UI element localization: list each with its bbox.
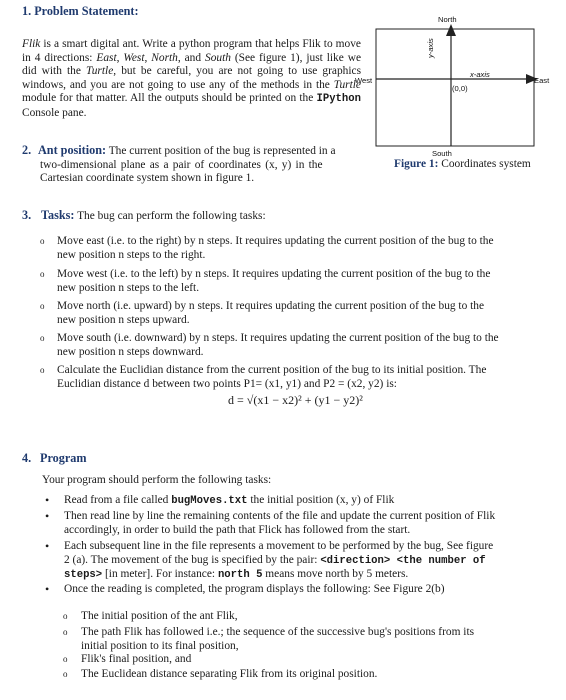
task-line: Move east (i.e. to the right) by n steps. It requires updating the current position of the bug to the bbox=[57, 235, 494, 247]
problem-text-run: Turtle bbox=[333, 78, 361, 91]
task-line: new position n steps upward. bbox=[57, 313, 190, 326]
task-item bbox=[57, 235, 533, 262]
ant-position-line-2: two-dimensional plane as a pair of coordinates (x, y) in the bbox=[40, 158, 323, 171]
task-item bbox=[57, 300, 533, 327]
sub-item bbox=[81, 653, 533, 667]
read-lines-line-2: accordingly, in order to build the path that Flick has followed from the start. bbox=[64, 523, 411, 536]
sub-bullet: o bbox=[63, 654, 68, 664]
sub-bullet: o bbox=[63, 669, 68, 679]
task-bullet: o bbox=[40, 365, 45, 375]
movements-line-3: [in meter]. For instance: bbox=[102, 568, 218, 581]
sub-line: Flik's final position, and bbox=[81, 653, 192, 665]
task-line: Calculate the Euclidian distance from the current position of the bug to its initial position. The bbox=[57, 364, 487, 376]
problem-statement-paragraph bbox=[22, 38, 361, 121]
section-3-intro: The bug can perform the following tasks: bbox=[74, 210, 266, 222]
problem-text-run: , bbox=[144, 51, 152, 64]
x-axis-label: x-axis bbox=[470, 70, 490, 79]
ant-position-line-3: Cartesian coordinate system shown in figure 1. bbox=[40, 172, 255, 185]
section-3-heading-row bbox=[22, 209, 266, 224]
movements-line-2: 2 (a). The movement of the bug is specified by the pair: bbox=[64, 553, 321, 566]
section-4-heading: Program bbox=[40, 451, 87, 465]
problem-text-run: IPython bbox=[316, 93, 361, 106]
sub-line: The Euclidean distance separating Flik from its original position. bbox=[81, 668, 378, 680]
problem-text-run: module for that matter. All the outputs should be printed on the bbox=[22, 92, 317, 105]
section-3-number: 3. bbox=[22, 208, 32, 222]
problem-text-run: North bbox=[151, 51, 178, 64]
sub-bullet: o bbox=[63, 611, 68, 621]
section-3-heading: Tasks: bbox=[41, 208, 75, 222]
section-4-heading-row bbox=[22, 452, 86, 467]
problem-text-run: , bbox=[116, 51, 124, 64]
sub-item bbox=[81, 626, 533, 653]
task-item bbox=[57, 268, 533, 295]
problem-text-run: , but be careful, you are not going to use graphics windows, and you are not going to use any of the methods in the bbox=[22, 65, 362, 91]
number-of-code: <the number of bbox=[390, 554, 486, 567]
program-task-read-lines bbox=[64, 510, 530, 537]
east-label: East bbox=[534, 76, 550, 85]
south-label: South bbox=[432, 149, 452, 158]
read-file-text-end: the initial position (x, y) of Flik bbox=[247, 494, 395, 506]
program-task-display: Once the reading is completed, the program displays the following: See Figure 2(b) bbox=[64, 583, 445, 595]
task-line: Move north (i.e. upward) by n steps. It requires updating the current position of the bug to the bbox=[57, 300, 485, 312]
problem-text-run: Console pane. bbox=[22, 106, 87, 119]
bullet-4: • bbox=[45, 582, 50, 596]
bugmoves-filename: bugMoves.txt bbox=[171, 495, 248, 507]
problem-text-run: , and bbox=[177, 51, 205, 64]
bullet-3: • bbox=[45, 539, 50, 553]
direction-code: <direction> bbox=[320, 554, 391, 567]
north-5-code: north 5 bbox=[217, 569, 263, 582]
bullet-1: • bbox=[45, 493, 50, 507]
ant-position-line-1: The current position of the bug is represented in a bbox=[106, 145, 336, 157]
origin-label: (0,0) bbox=[452, 84, 468, 93]
section-2 bbox=[22, 144, 372, 186]
task-line: Euclidian distance d between two points P1= (x1, y1) and P2 = (x2, y2) is: bbox=[57, 377, 397, 390]
section-2-heading: Ant position: bbox=[38, 143, 107, 157]
problem-text-run: Flik bbox=[22, 38, 41, 50]
task-bullet: o bbox=[40, 269, 45, 279]
problem-text-run: Turtle bbox=[86, 65, 114, 78]
task-line: new position n steps downward. bbox=[57, 345, 204, 358]
sub-item bbox=[81, 610, 533, 624]
sub-item bbox=[81, 668, 533, 682]
sub-line: The path Flik has followed i.e.; the sequence of the successive bug's positions from its bbox=[81, 626, 475, 638]
task-line: Move west (i.e. to the left) by n steps. It requires updating the current position of the bug to the bbox=[57, 268, 491, 280]
y-axis-label: y-axis bbox=[426, 38, 435, 58]
movements-line-3-end: means move north by 5 meters. bbox=[262, 568, 409, 581]
task-line: new position n steps to the right. bbox=[57, 248, 206, 261]
west-label: West bbox=[355, 76, 373, 85]
task-item bbox=[57, 332, 533, 359]
coordinate-figure bbox=[355, 10, 555, 150]
problem-text-run: East bbox=[96, 51, 117, 64]
section-1-heading: 1. Problem Statement: bbox=[22, 4, 139, 18]
coordinate-axes-diagram bbox=[355, 10, 555, 150]
north-label: North bbox=[438, 15, 457, 24]
bullet-2: • bbox=[45, 509, 50, 523]
figure-1-caption bbox=[394, 158, 531, 172]
task-line: new position n steps to the left. bbox=[57, 281, 200, 294]
program-task-read-file bbox=[64, 494, 394, 509]
section-4-intro: Your program should perform the following tasks: bbox=[42, 474, 272, 486]
euclid-formula: d = √(x1 − x2)² + (y1 − y2)² bbox=[228, 393, 363, 407]
task-item bbox=[57, 364, 533, 391]
steps-code: steps> bbox=[64, 569, 103, 582]
task-line: Move south (i.e. downward) by n steps. It requires updating the current position of the bug to the bbox=[57, 332, 499, 344]
read-file-text: Read from a file called bbox=[64, 494, 172, 506]
sub-line: The initial position of the ant Flik, bbox=[81, 610, 238, 622]
task-bullet: o bbox=[40, 333, 45, 343]
problem-text-run: West bbox=[123, 51, 145, 64]
problem-text-run: (See figure 1), just like we did with the bbox=[22, 51, 361, 78]
figure-caption-text: Coordinates system bbox=[438, 158, 531, 170]
problem-text-run: is a smart digital ant. Write a python program that helps Flik to move in 4 directions: bbox=[22, 38, 361, 64]
program-task-movements bbox=[64, 540, 534, 583]
movements-line-1: Each subsequent line in the file represents a movement to be performed by the bug, See figure bbox=[64, 540, 494, 552]
task-bullet: o bbox=[40, 236, 45, 246]
sub-bullet: o bbox=[63, 627, 68, 637]
task-bullet: o bbox=[40, 301, 45, 311]
sub-line: initial position to its final position, bbox=[81, 639, 239, 652]
section-4-number: 4. bbox=[22, 451, 32, 465]
figure-caption-label: Figure 1: bbox=[394, 158, 439, 170]
section-2-number: 2. bbox=[22, 143, 32, 157]
read-lines-line-1: Then read line by line the remaining contents of the file and update the current position of Flik bbox=[64, 510, 496, 522]
problem-text-run: South bbox=[205, 51, 231, 64]
